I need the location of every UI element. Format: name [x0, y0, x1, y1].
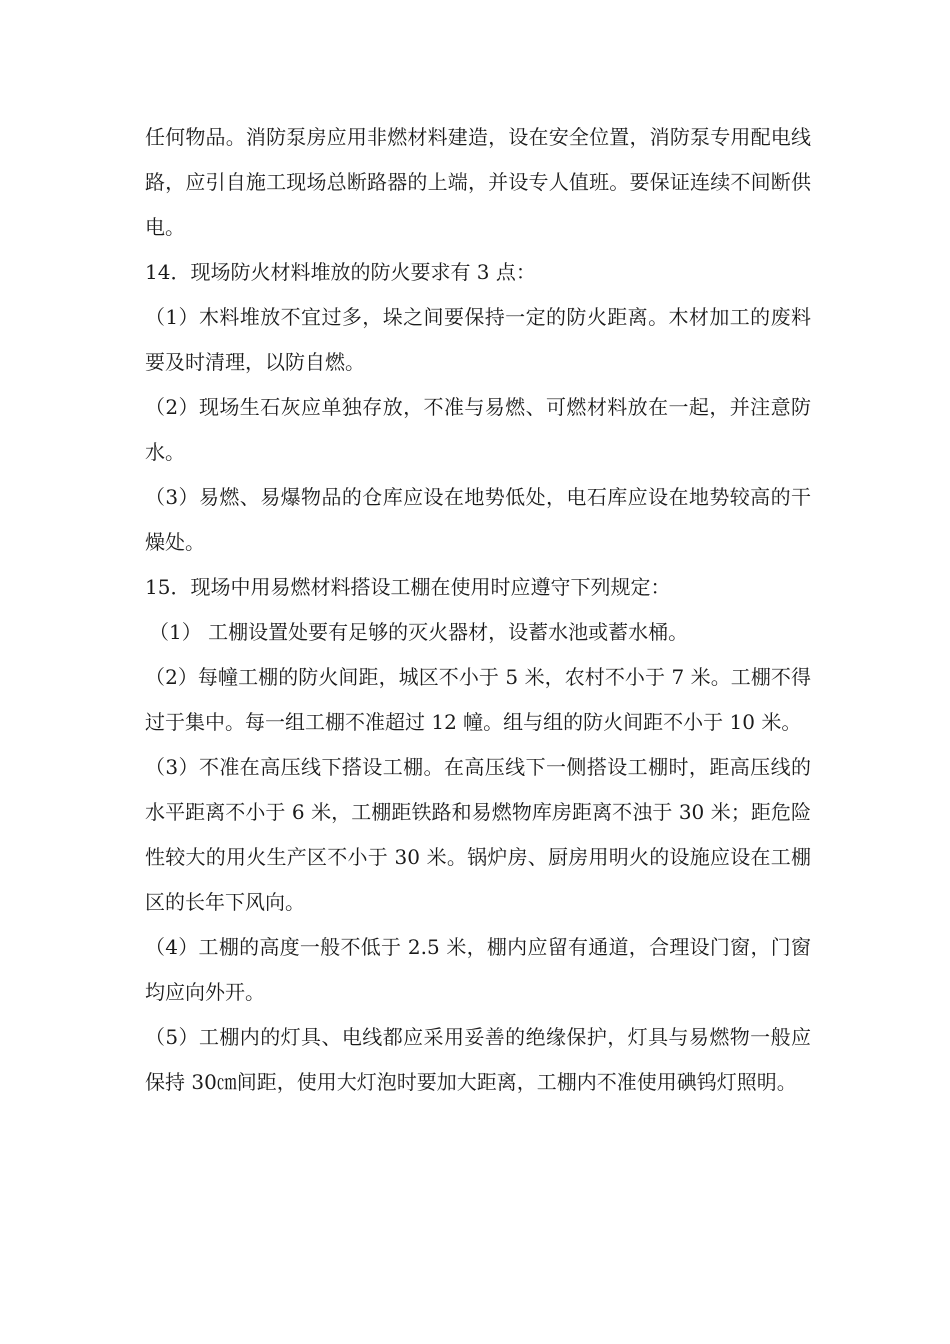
paragraph-14-1: （1）木料堆放不宜过多，垛之间要保持一定的防火距离。木材加工的废料要及时清理，以防自燃。	[145, 305, 811, 374]
paragraph-15-5: （5）工棚内的灯具、电线都应采用妥善的绝缘保护，灯具与易燃物一般应保持 30㎝间距，使用大灯泡时要加大距离，工棚内不准使用碘钨灯照明。	[145, 1025, 811, 1094]
paragraph-15-1: （1） 工棚设置处要有足够的灭火器材，设蓄水池或蓄水桶。	[149, 620, 689, 644]
heading-item-14: 14．现场防火材料堆放的防火要求有 3 点：	[145, 260, 536, 284]
paragraph-14-2: （2）现场生石灰应单独存放，不准与易燃、可燃材料放在一起，并注意防水。	[145, 395, 811, 464]
paragraph-15-4: （4）工棚的高度一般不低于 2.5 米，棚内应留有通道，合理设门窗，门窗均应向外开。	[145, 935, 811, 1004]
paragraph-15-3: （3）不准在高压线下搭设工棚。在高压线下一侧搭设工棚时，距高压线的水平距离不小于 6 米，工棚距铁路和易燃物库房距离不浊于 30 米；距危险性较大的用火生产区不小于 30 米。锅炉房、厨房用明火的设施应设在工棚区的长年下风向。	[145, 755, 811, 914]
paragraph-14-3: （3）易燃、易爆物品的仓库应设在地势低处，电石库应设在地势较高的干燥处。	[145, 485, 811, 554]
paragraph-15-2: （2）每幢工棚的防火间距，城区不小于 5 米，农村不小于 7 米。工棚不得过于集中。每一组工棚不准超过 12 幢。组与组的防火间距不小于 10 米。	[145, 665, 811, 734]
paragraph-fire-pump-room: 任何物品。消防泵房应用非燃材料建造，设在安全位置，消防泵专用配电线路，应引自施工现场总断路器的上端，并设专人值班。要保证连续不间断供电。	[145, 125, 811, 239]
heading-item-15: 15．现场中用易燃材料搭设工棚在使用时应遵守下列规定：	[145, 575, 671, 599]
document-body	[145, 115, 811, 1105]
